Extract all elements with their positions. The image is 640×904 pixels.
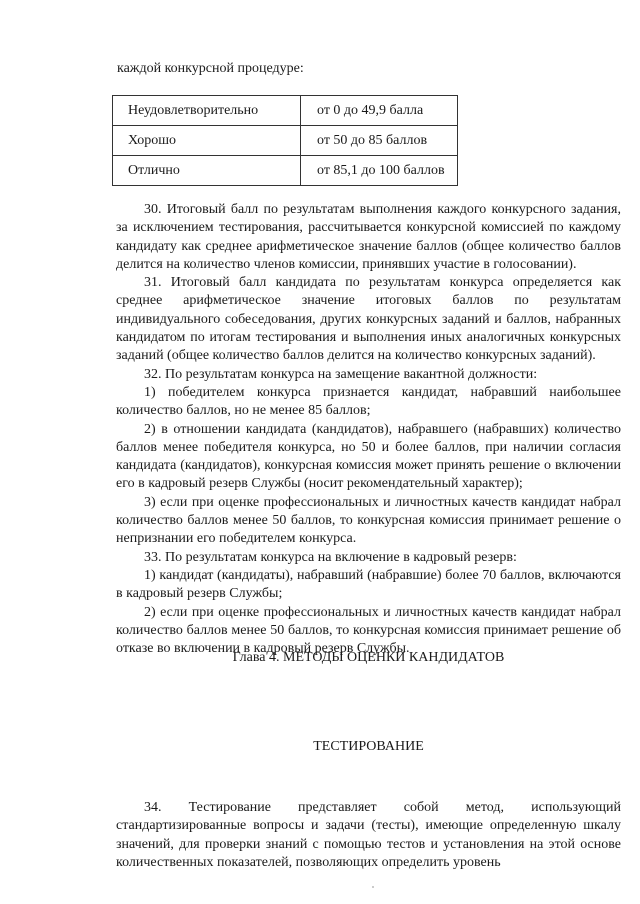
paragraph-31: 31. Итоговый балл кандидата по результатам конкурса определяется как среднее арифметическое значение итоговых баллов по результатам индивидуального собеседования, других конкурсных заданий и баллов, набранных кандидатом по итогам тестирования и выполнения иных аналогичных конкурсных заданий (общее количество баллов делится на количество конкурсных заданий). bbox=[116, 275, 621, 364]
grade-cell: Хорошо bbox=[113, 126, 301, 156]
chapter-heading: Глава 4. МЕТОДЫ ОЦЕНКИ КАНДИДАТОВ bbox=[232, 650, 505, 665]
paragraph-33-item-2: 2) если при оценке профессиональных и личностных качеств кандидат набрал количество баллов менее 50 баллов, то конкурсная комиссия принимает решение об отказе во включении в кадровый резерв Службы. bbox=[116, 604, 621, 657]
section-text bbox=[116, 799, 621, 872]
grade-cell: Отлично bbox=[113, 156, 301, 186]
paragraph-30: 30. Итоговый балл по результатам выполнения каждого конкурсного задания, за исключением тестирования, рассчитывается конкурсной комиссией по каждому кандидату как среднее арифметическое значение баллов (общее количество баллов делится на количество членов комиссии, принявших участие в голосовании). bbox=[116, 202, 621, 272]
main-text bbox=[116, 201, 621, 658]
table-row bbox=[113, 126, 458, 156]
table-row bbox=[113, 96, 458, 126]
paragraph-32-item-1: 1) победителем конкурса признается кандидат, набравший наибольшее количество баллов, но не менее 85 баллов; bbox=[116, 384, 621, 419]
paragraph-33: 33. По результатам конкурса на включение в кадровый резерв: bbox=[144, 549, 517, 565]
range-cell: от 85,1 до 100 баллов bbox=[301, 156, 458, 186]
grade-cell: Неудовлетворительно bbox=[113, 96, 301, 126]
range-cell: от 50 до 85 баллов bbox=[301, 126, 458, 156]
paragraph-32-item-2: 2) в отношении кандидата (кандидатов), набравшего (набравших) количество баллов менее победителя конкурса, но 50 и более баллов, при наличии согласия кандидата (кандидатов), конкурсная комиссия может принять решение о включении его в кадровый резерв Службы (носит рекомендательный характер); bbox=[116, 421, 621, 492]
paragraph-32: 32. По результатам конкурса на замещение вакантной должности: bbox=[144, 366, 538, 382]
intro-text: каждой конкурсной процедуре: bbox=[117, 61, 304, 76]
range-cell: от 0 до 49,9 балла bbox=[301, 96, 458, 126]
paragraph-32-item-3: 3) если при оценке профессиональных и личностных качеств кандидат набрал количество баллов менее 50 баллов, то конкурсная комиссия принимает решение о непризнании его победителем конкурса. bbox=[116, 494, 621, 547]
scan-speck bbox=[372, 886, 374, 888]
paragraph-33-item-1: 1) кандидат (кандидаты), набравший (набравшие) более 70 баллов, включаются в кадровый резерв Службы; bbox=[116, 567, 621, 602]
paragraph-34: 34. Тестирование представляет собой метод, использующий стандартизированные вопросы и задачи (тесты), имеющие определенную шкалу значений, для проверки знаний с помощью тестов и установления на этой основе количественных показателей, позволяющих определить уровень bbox=[116, 800, 621, 870]
table-row bbox=[113, 156, 458, 186]
section-heading: ТЕСТИРОВАНИЕ bbox=[313, 739, 424, 754]
score-table bbox=[112, 95, 458, 186]
